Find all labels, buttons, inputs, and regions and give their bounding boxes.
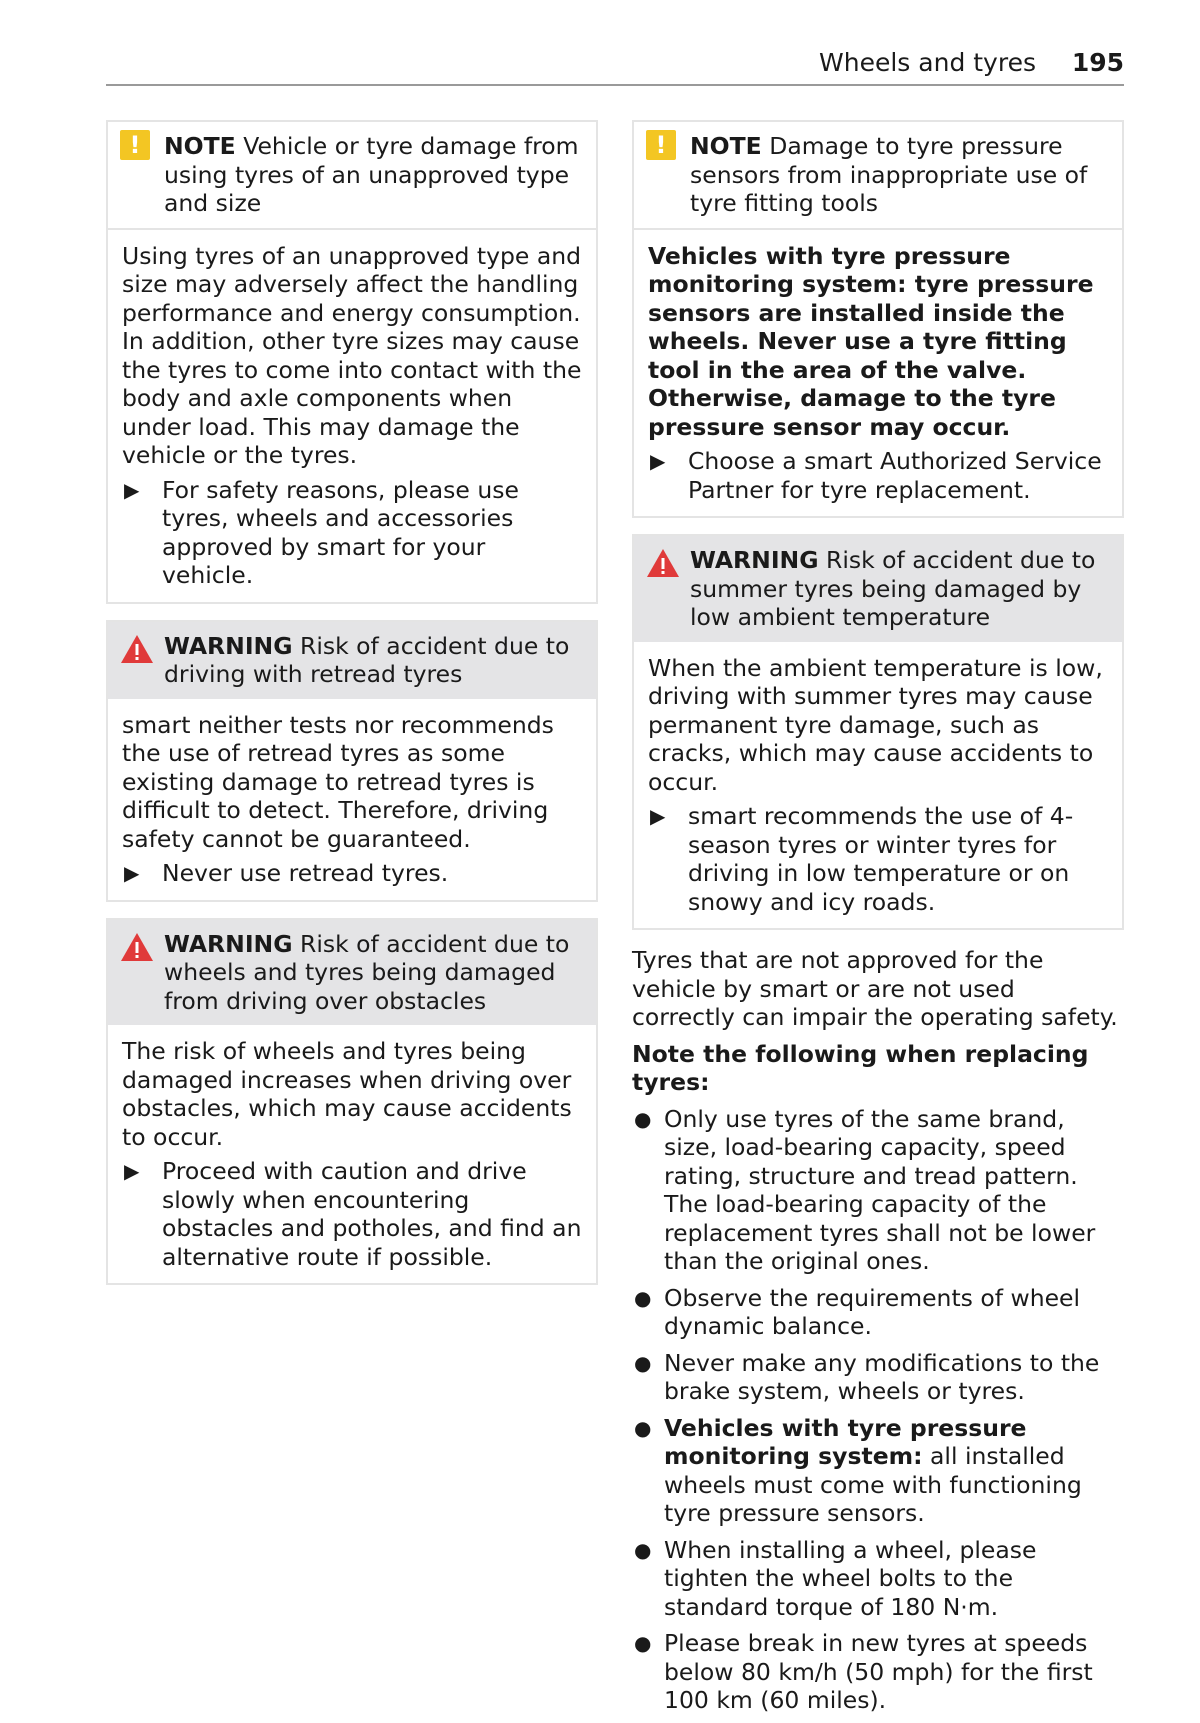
bullet-icon: ● bbox=[634, 1631, 652, 1655]
left-column bbox=[106, 120, 598, 1301]
note-step-text: Choose a smart Authorized Service Partner for tyre replacement. bbox=[688, 447, 1102, 504]
warning-step bbox=[648, 802, 1108, 916]
warning-keyword: WARNING bbox=[690, 546, 819, 574]
arrow-right-icon: ▶ bbox=[124, 861, 140, 885]
section-title: Wheels and tyres bbox=[819, 48, 1036, 77]
note-body bbox=[634, 230, 1122, 517]
warning-triangle-icon bbox=[120, 932, 154, 962]
warning-text: When the ambient temperature is low, driving with summer tyres may cause permanent tyre damage, such as cracks, which may cause accidents to occur. bbox=[648, 653, 1103, 796]
note-title: Vehicle or tyre damage from using tyres of an unapproved type and size bbox=[164, 132, 579, 217]
list-item-text: Please break in new tyres at speeds below 80 km/h (50 mph) for the first 100 km (60 miles). bbox=[664, 1629, 1093, 1714]
list-item bbox=[632, 1629, 1124, 1715]
warning-box-obstacles bbox=[106, 918, 598, 1286]
arrow-right-icon: ▶ bbox=[124, 477, 140, 502]
list-item-text: all installed wheels must come with functioning tyre pressure sensors. bbox=[664, 1442, 1082, 1527]
note-title: Damage to tyre pressure sensors from inappropriate use of tyre fitting tools bbox=[690, 132, 1088, 217]
note-step bbox=[122, 476, 582, 590]
warning-text: smart neither tests nor recommends the use of retread tyres as some existing damage to retread tyres is difficult to detect. Therefore, driving safety cannot be guaranteed. bbox=[122, 710, 554, 853]
bullet-icon: ● bbox=[634, 1537, 652, 1562]
warning-step-text: Proceed with caution and drive slowly when encountering obstacles and potholes, and find an alternative route if possible. bbox=[162, 1157, 582, 1271]
note-text: Vehicles with tyre pressure monitoring system: tyre pressure sensors are installed inside the wheels. Never use a tyre fitting tool in the area of the valve. Otherwise, damage to the tyre pressure sensor may occur. bbox=[648, 241, 1094, 441]
warning-body bbox=[108, 699, 596, 900]
replacement-bullet-list bbox=[632, 1105, 1124, 1715]
warning-step-text: Never use retread tyres. bbox=[162, 859, 449, 887]
warning-title: Risk of accident due to summer tyres being damaged by low ambient temperature bbox=[690, 546, 1096, 631]
warning-body bbox=[108, 1025, 596, 1283]
note-box-unapproved-tyres bbox=[106, 120, 598, 604]
note-keyword: NOTE bbox=[690, 132, 762, 160]
list-item bbox=[632, 1536, 1124, 1622]
page-header bbox=[106, 44, 1124, 86]
list-item bbox=[632, 1284, 1124, 1341]
bullet-icon: ● bbox=[634, 1106, 652, 1131]
note-header bbox=[634, 122, 1122, 230]
arrow-right-icon: ▶ bbox=[650, 804, 666, 828]
warning-header bbox=[634, 536, 1122, 642]
warning-triangle-icon bbox=[646, 548, 680, 578]
list-item bbox=[632, 1349, 1124, 1406]
bullet-icon: ● bbox=[634, 1350, 652, 1375]
list-item-text: Observe the requirements of wheel dynamic balance. bbox=[664, 1283, 1081, 1340]
list-item bbox=[632, 1105, 1124, 1276]
warning-step-text: smart recommends the use of 4-season tyres or winter tyres for driving in low temperature or on snowy and icy roads. bbox=[688, 802, 1074, 916]
warning-text: The risk of wheels and tyres being damaged increases when driving over obstacles, which may cause accidents to occur. bbox=[122, 1037, 572, 1151]
note-exclamation-icon: ! bbox=[120, 130, 150, 160]
intro-paragraph: Tyres that are not approved for the vehicle by smart or are not used correctly can impair the operating safety. bbox=[632, 946, 1118, 1031]
list-item-text: Never make any modifications to the brake system, wheels or tyres. bbox=[664, 1348, 1100, 1405]
bullet-icon: ● bbox=[634, 1285, 652, 1310]
note-box-pressure-sensors bbox=[632, 120, 1124, 518]
note-header bbox=[108, 122, 596, 230]
warning-keyword: WARNING bbox=[164, 929, 293, 958]
warning-triangle-icon bbox=[120, 634, 154, 664]
warning-title: Risk of accident due to wheels and tyres being damaged from driving over obstacles bbox=[164, 929, 570, 1015]
page-number: 195 bbox=[1071, 48, 1124, 77]
bullet-icon: ● bbox=[634, 1415, 652, 1440]
note-step-text: For safety reasons, please use tyres, wheels and accessories approved by smart for your vehicle. bbox=[162, 475, 519, 589]
note-exclamation-icon: ! bbox=[646, 130, 676, 160]
warning-body bbox=[634, 642, 1122, 929]
note-text: Using tyres of an unapproved type and size may adversely affect the handling performance and energy consumption. In addition, other tyre sizes may cause the tyres to come into contact with the body and axle components when under load. This may damage the vehicle or the tyres. bbox=[122, 241, 582, 469]
warning-box-retread bbox=[106, 620, 598, 902]
note-keyword: NOTE bbox=[164, 132, 236, 160]
right-column bbox=[632, 120, 1124, 1723]
arrow-right-icon: ▶ bbox=[650, 449, 666, 473]
warning-box-summer-tyres bbox=[632, 534, 1124, 930]
warning-keyword: WARNING bbox=[164, 631, 293, 660]
list-item-text: When installing a wheel, please tighten the wheel bolts to the standard torque of 180 N·m. bbox=[664, 1535, 1037, 1621]
warning-header bbox=[108, 920, 596, 1026]
note-body bbox=[108, 230, 596, 602]
arrow-right-icon: ▶ bbox=[124, 1159, 140, 1183]
warning-header bbox=[108, 622, 596, 699]
list-item-strong: Vehicles with tyre pressure monitoring system: bbox=[664, 1413, 1027, 1470]
warning-step bbox=[122, 1157, 582, 1271]
tyre-replacement-section bbox=[632, 946, 1124, 1715]
warning-title: Risk of accident due to driving with retread tyres bbox=[164, 631, 570, 688]
list-item bbox=[632, 1414, 1124, 1528]
list-item-text: Only use tyres of the same brand, size, load-bearing capacity, speed rating, structure and tread pattern. The load-bearing capacity of the replacement tyres shall not be lower than the original ones. bbox=[664, 1104, 1096, 1275]
section-subheading: Note the following when replacing tyres: bbox=[632, 1039, 1089, 1096]
warning-step bbox=[122, 859, 582, 888]
note-step bbox=[648, 447, 1108, 504]
